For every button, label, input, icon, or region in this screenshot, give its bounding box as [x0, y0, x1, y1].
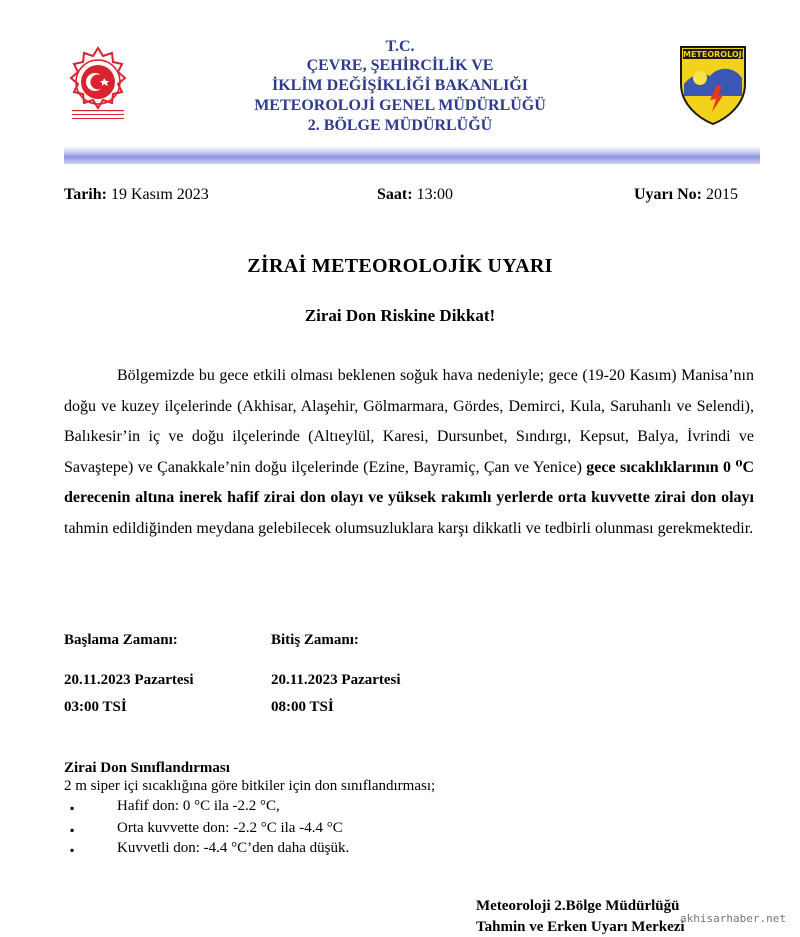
end-date-value: 20.11.2023 Pazartesi [271, 672, 401, 688]
bullet-icon: ▪ [70, 823, 75, 837]
frost-item-moderate: Orta kuvvette don: -2.2 °C ila -4.4 °C [117, 820, 343, 836]
header-line-ministry-1: ÇEVRE, ŞEHİRCİLİK VE [306, 57, 494, 74]
warning-paragraph [64, 361, 754, 544]
frost-classification-intro: 2 m siper içi sıcaklığına göre bitkiler için don sınıflandırması; [64, 778, 436, 794]
warning-number-field [634, 186, 738, 204]
start-hour-value: 03:00 TSİ [64, 699, 127, 715]
end-hour-value: 08:00 TSİ [271, 699, 334, 715]
header-line-tc: T.C. [385, 38, 415, 55]
warning-number-value: 2015 [705, 186, 738, 203]
start-date-value: 20.11.2023 Pazartesi [64, 672, 194, 688]
header-line-directorate: METEOROLOJİ GENEL MÜDÜRLÜĞÜ [254, 97, 546, 114]
warning-number-label: Uyarı No: [634, 186, 702, 203]
frost-classification-title: Zirai Don Sınıflandırması [64, 760, 230, 776]
header-divider-band [64, 146, 760, 164]
document-subtitle: Zirai Don Riskine Dikkat! [304, 306, 496, 325]
frost-item-strong: Kuvvetli don: -4.4 °C’den daha düşük. [117, 840, 350, 856]
time-label: Saat: [377, 186, 413, 203]
bullet-icon: ▪ [70, 843, 75, 857]
date-field [64, 186, 209, 204]
signature-line-2: Tahmin ve Erken Uyarı Merkezi [476, 919, 685, 935]
date-value: 19 Kasım 2023 [110, 186, 209, 203]
paragraph-part-2-bold: gece sıcaklıklarının 0 ⁰C derecenin altına inerek hafif zirai don olayı ve yüksek rakımlı yerlerde orta kuvvette zirai don olayı [64, 458, 755, 506]
bullet-icon: ▪ [70, 801, 75, 815]
date-label: Tarih: [64, 186, 107, 203]
signature-line-1: Meteoroloji 2.Bölge Müdürlüğü [476, 898, 680, 914]
header-line-regional: 2. BÖLGE MÜDÜRLÜĞÜ [307, 117, 493, 134]
start-time-label: Başlama Zamanı: [64, 632, 178, 648]
meteoroloji-logo-text: METEOROLOJi [683, 50, 745, 59]
header-line-ministry-2: İKLİM DEĞİŞİKLİĞİ BAKANLIĞI [271, 77, 529, 94]
frost-item-light: Hafif don: 0 °C ila -2.2 °C, [117, 798, 280, 814]
time-value: 13:00 [416, 186, 454, 203]
paragraph-part-1: Bölgemizde bu gece etkili olması beklenen soğuk hava nedeniyle; gece (19-20 Kasım) Manisa’nın doğu ve kuzey ilçelerinde (Akhisar, Alaşehir, Gölmarmara, Gördes, Demirci, Kula, Saruhanlı ve Selendi), Balıkesir’in iç ve doğu ilçelerinde (Altıeylül, Karesi, Dursunbet, Sındırgı, Kepsut, Balya, İvrindi ve Savaştepe) ve Çanakkale’nin doğu ilçelerinde (Ezine, Bayramiç, Çan ve Yenice) [64, 367, 754, 476]
document-title: ZİRAİ METEOROLOJİK UYARI [247, 255, 553, 277]
end-time-label: Bitiş Zamanı: [271, 632, 359, 648]
paragraph-part-3: tahmin edildiğinden meydana gelebilecek olumsuzluklara karşı dikkatli ve tedbirli olunması gerekmektedir. [64, 519, 754, 537]
time-field [377, 186, 453, 204]
watermark: akhisarhaber.net [680, 912, 786, 925]
